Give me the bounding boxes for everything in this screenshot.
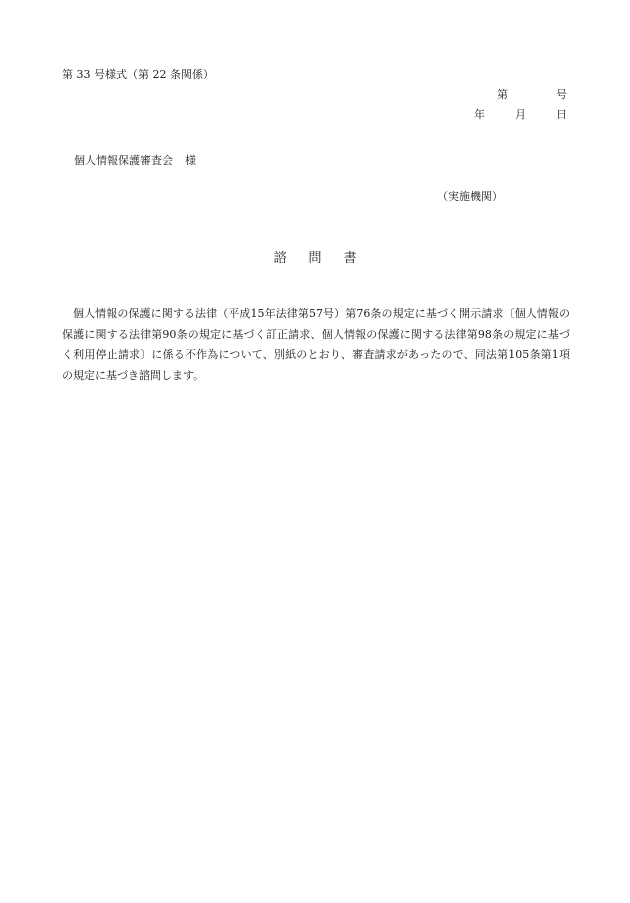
form-number: 第 33 号様式（第 22 条関係） — [62, 68, 214, 81]
issuer: （実施機関） — [437, 190, 503, 203]
date-year: 年 — [474, 108, 485, 121]
document-number-line — [497, 86, 567, 102]
document-title: 諮問書 — [273, 251, 379, 266]
document-number-prefix: 第 — [497, 88, 508, 101]
date-month: 月 — [515, 108, 526, 121]
date-day: 日 — [556, 108, 567, 121]
document-number-suffix: 号 — [556, 88, 567, 101]
body-paragraph: 個人情報の保護に関する法律（平成15年法律第57号）第76条の規定に基づく開示請求〔個人情報の保護に関する法律第90条の規定に基づく訂正請求、個人情報の保護に関する法律第98条の規定に基づく利用停止請求〕に係る不作為について、別紙のとおり、審査請求があったので、同法第105条第1項の規定に基づき諮問します。 — [62, 307, 570, 382]
addressee-honorific: 様 — [185, 154, 196, 167]
date-line — [474, 106, 567, 122]
addressee-name: 個人情報保護審査会 — [74, 154, 173, 167]
addressee — [74, 152, 196, 168]
